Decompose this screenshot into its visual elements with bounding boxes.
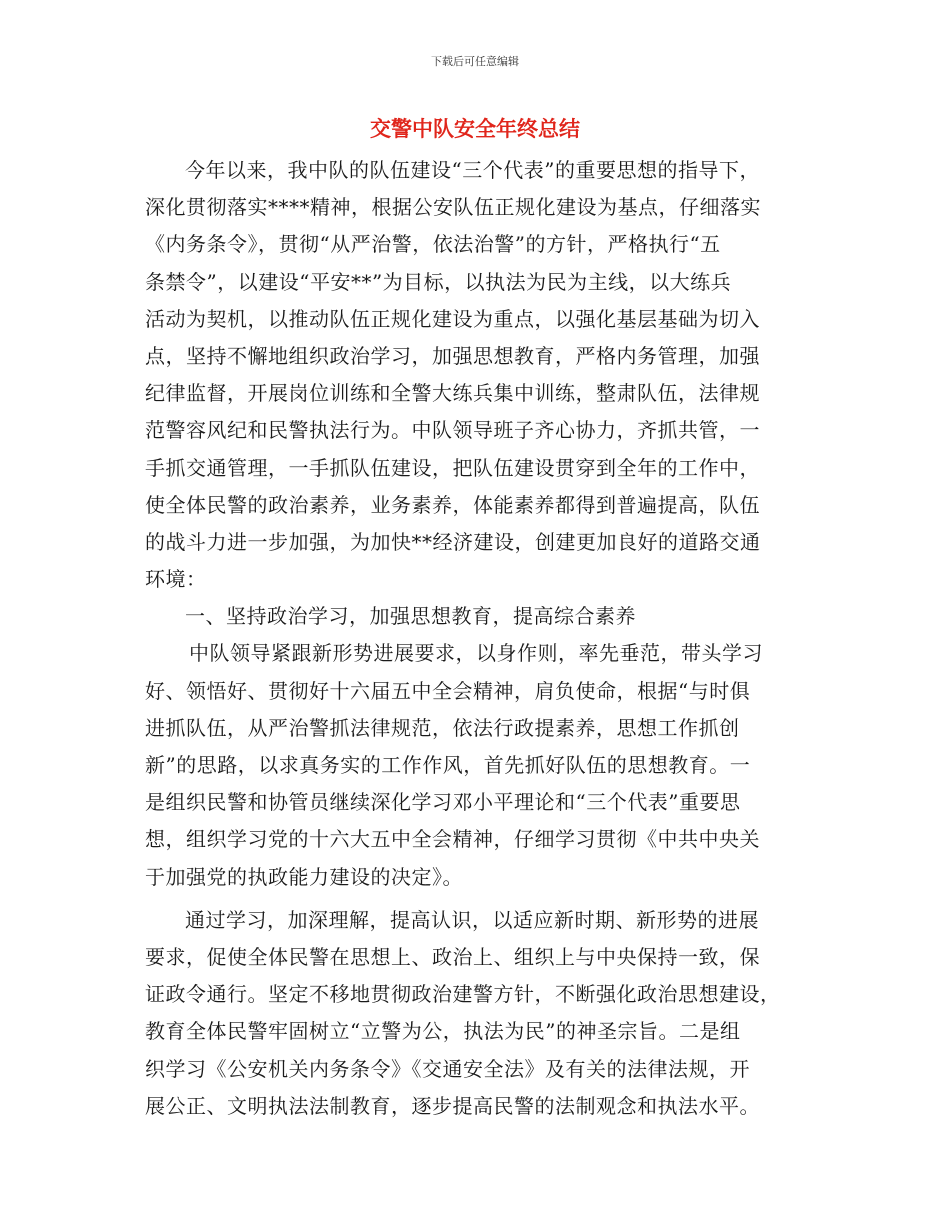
document-title: 交警中队安全年终总结 xyxy=(370,116,580,141)
paragraph-line: 环境： xyxy=(145,567,207,592)
paragraph-line: 手抓交通管理，一手抓队伍建设，把队伍建设贯穿到全年的工作中， xyxy=(145,455,760,480)
document-body xyxy=(145,152,807,1125)
paragraph-line: 要求，促使全体民警在思想上、政治上、组织上与中央保持一致，保 xyxy=(145,944,760,969)
paragraph-understanding xyxy=(145,902,807,1125)
section-heading-text: 一、坚持政治学习，加强思想教育，提高综合素养 xyxy=(185,604,636,629)
paragraph-line: 范警容风纪和民警执法行为。中队领导班子齐心协力，齐抓共管，一 xyxy=(145,418,760,443)
paragraph-line: 活动为契机，以推动队伍正规化建设为重点，以强化基层基础为切入 xyxy=(145,306,760,331)
section-heading xyxy=(145,598,807,635)
paragraph-line: 点，坚持不懈地组织政治学习，加强思想教育，严格内务管理，加强 xyxy=(145,343,760,368)
paragraph-line: 于加强党的执政能力建设的决定》。 xyxy=(145,864,463,889)
paragraph-line: 想，组织学习党的十六大五中全会精神，仔细学习贯彻《中共中央关 xyxy=(145,827,760,852)
paragraph-line: 深化贯彻落实****精神，根据公安队伍正规化建设为基点，仔细落实 xyxy=(145,195,761,220)
paragraph-line: 使全体民警的政治素养，业务素养，体能素养都得到普遍提高，队伍 xyxy=(145,492,760,517)
paragraph-line: 条禁令”，以建设“平安**”为目标，以执法为民为主线，以大练兵 xyxy=(145,269,732,294)
paragraph-line: 好、领悟好、贯彻好十六届五中全会精神，肩负使命，根据“与时俱 xyxy=(145,678,751,703)
paragraph-intro xyxy=(145,152,807,598)
paragraph-study xyxy=(145,635,807,895)
header-note: 下载后可任意编辑 xyxy=(431,55,519,68)
paragraph-line: 中队领导紧跟新形势进展要求，以身作则，率先垂范，带头学习 xyxy=(189,641,763,666)
paragraph-line: 通过学习，加深理解，提高认识，以适应新时期、新形势的进展 xyxy=(185,907,759,932)
paragraph-line: 今年以来，我中队的队伍建设“三个代表”的重要思想的指导下， xyxy=(185,158,760,182)
paragraph-line: 教育全体民警牢固树立“立警为公，执法为民”的神圣宗旨。二是组 xyxy=(145,1019,741,1044)
paragraph-line: 证政令通行。坚定不移地贯彻政治建警方针，不断强化政治思想建设， xyxy=(145,982,781,1007)
paragraph-line: 展公正、文明执法法制教育，逐步提高民警的法制观念和执法水平。 xyxy=(145,1093,760,1118)
paragraph-line: 《内务条令》，贯彻“从严治警，依法治警”的方针，严格执行“五 xyxy=(145,232,721,257)
paragraph-line: 织学习《公安机关内务条令》《交通安全法》及有关的法律法规，开 xyxy=(145,1056,750,1081)
paragraph-line: 的战斗力进一步加强，为加快**经济建设，创建更加良好的道路交通 xyxy=(145,529,761,554)
paragraph-line: 新”的思路，以求真务实的工作作风，首先抓好队伍的思想教育。一 xyxy=(145,753,751,777)
paragraph-line: 进抓队伍，从严治警抓法律规范，依法行政提素养，思想工作抓创 xyxy=(145,715,740,740)
paragraph-line: 纪律监督，开展岗位训练和全警大练兵集中训练，整肃队伍，法律规 xyxy=(145,381,760,406)
paragraph-line: 是组织民警和协管员继续深化学习邓小平理论和“三个代表”重要思 xyxy=(145,790,741,815)
